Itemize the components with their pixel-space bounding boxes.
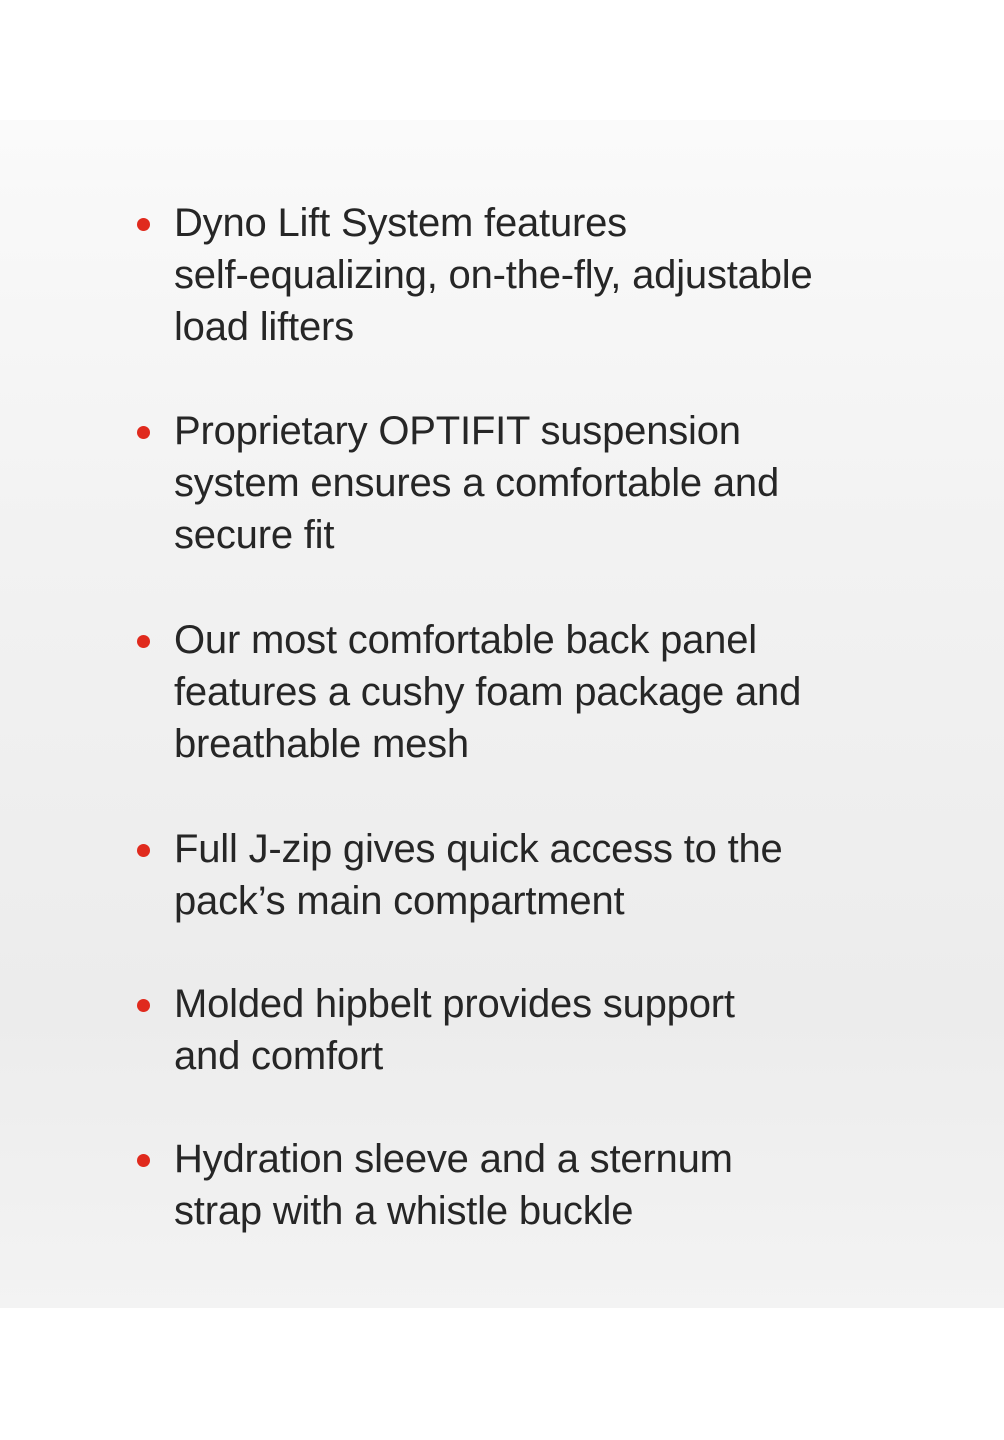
feature-text: Our most comfortable back panel features a cushy foam package and breathable mesh <box>174 618 802 766</box>
feature-item-j-zip <box>174 823 894 927</box>
feature-text: Hydration sleeve and a sternum strap with a whistle buckle <box>174 1137 733 1233</box>
feature-item-optifit <box>174 405 894 561</box>
feature-text: Proprietary OPTIFIT suspension system ensures a comfortable and secure fit <box>174 409 780 557</box>
bullet-icon <box>137 635 150 648</box>
bullet-icon <box>137 218 150 231</box>
feature-item-back-panel <box>174 614 894 770</box>
feature-panel <box>0 120 1004 1308</box>
bullet-icon <box>137 1154 150 1167</box>
feature-text: Full J-zip gives quick access to the pack’s main compartment <box>174 827 783 923</box>
bullet-icon <box>137 844 150 857</box>
feature-text: Molded hipbelt provides support and comfort <box>174 982 735 1078</box>
bullet-icon <box>137 426 150 439</box>
feature-text: Dyno Lift System features self-equalizing, on-the-fly, adjustable load lifters <box>174 201 813 349</box>
feature-item-hipbelt <box>174 978 894 1082</box>
feature-item-hydration <box>174 1133 894 1237</box>
feature-item-dyno-lift <box>174 197 894 353</box>
bullet-icon <box>137 999 150 1012</box>
